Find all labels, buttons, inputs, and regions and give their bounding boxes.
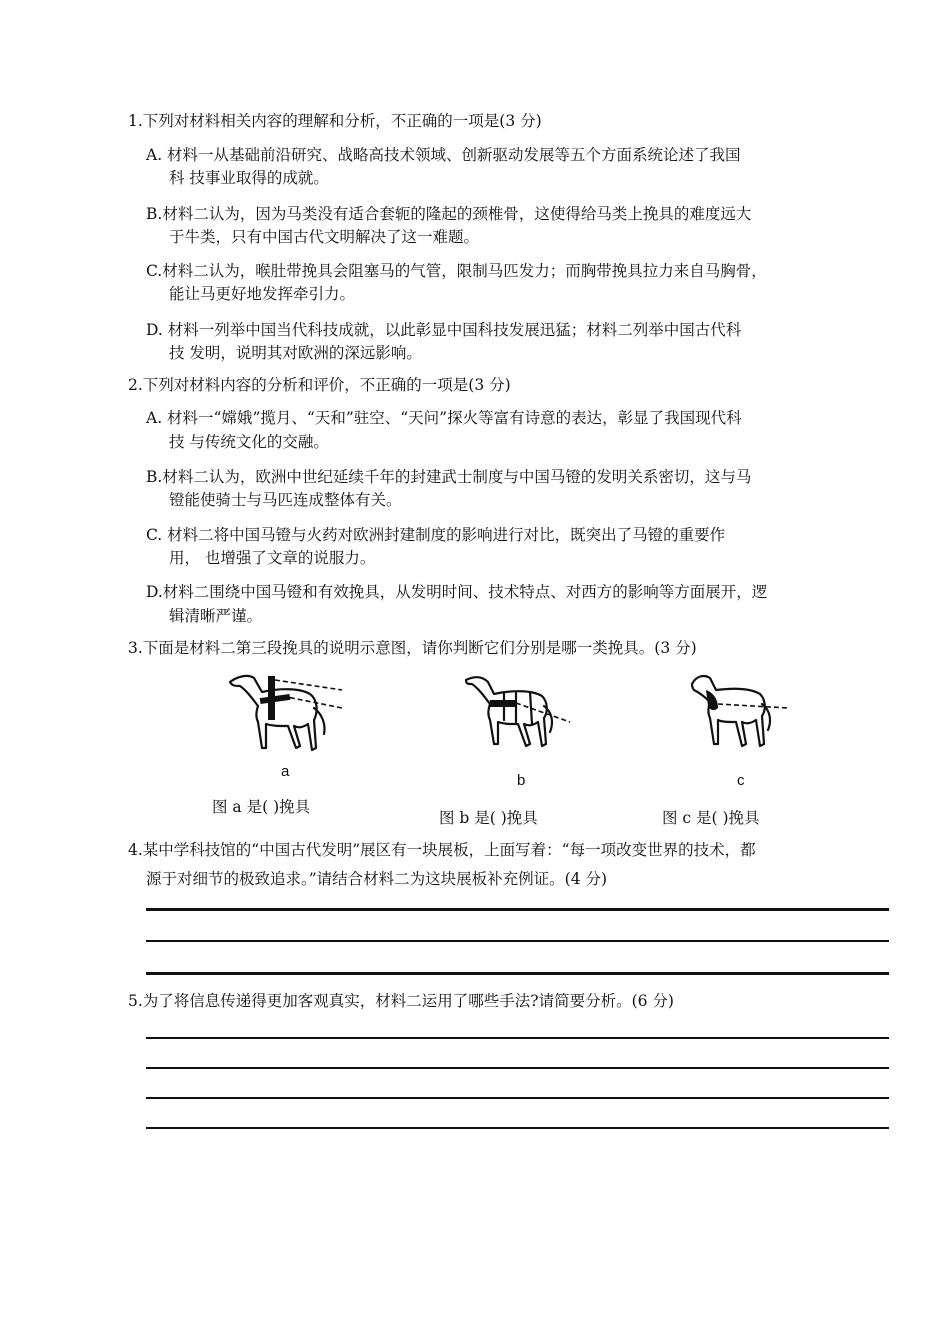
q2-option-d-line2: 辑清晰严谨。 (169, 607, 263, 625)
q4-answer-line-2[interactable] (146, 940, 889, 942)
q1-option-d-line1: D. 材料一列举中国当代科技成就，以此彰显中国科技发展迅猛；材料二列举中国古代科 (146, 321, 742, 339)
figure-b-caption: 图 b 是( )挽具 (439, 809, 538, 827)
q5-answer-line-3[interactable] (146, 1097, 889, 1099)
q1-option-a-line2: 科 技事业取得的成就。 (169, 169, 329, 187)
figure-b-horse (460, 672, 575, 750)
figure-a-horse (222, 668, 347, 758)
figure-a-caption: 图 a 是( )挽具 (212, 798, 311, 816)
q4-answer-line-3[interactable] (146, 972, 889, 975)
q1-option-c-line2: 能让马更好地发挥牵引力。 (169, 285, 356, 303)
q4-stem-line1: 4.某中学科技馆的“中国古代发明”展区有一块展板，上面写着：“每一项改变世界的技术，都 (128, 841, 756, 859)
q1-option-c-line1: C.材料二认为，喉肚带挽具会阻塞马的气管，限制马匹发力；而胸带挽具拉力来自马胸骨， (146, 262, 767, 280)
q2-option-a-line2: 技 与传统文化的交融。 (169, 433, 329, 451)
q3-stem: 3.下面是材料二第三段挽具的说明示意图，请你判断它们分别是哪一类挽具。(3 分) (128, 639, 697, 657)
figure-c-caption: 图 c 是( )挽具 (662, 809, 760, 827)
figure-b-letter: b (517, 772, 526, 789)
q1-option-b-line2: 于牛类，只有中国古代文明解决了这一难题。 (169, 228, 480, 246)
q5-answer-line-4[interactable] (146, 1127, 889, 1129)
figure-c-letter: c (737, 772, 745, 789)
q2-option-b-line1: B.材料二认为，欧洲中世纪延续千年的封建武士制度与中国马镫的发明关系密切，这与马 (146, 468, 752, 486)
q2-option-c-line2: 用， 也增强了文章的说服力。 (169, 549, 376, 567)
q5-answer-line-1[interactable] (146, 1037, 889, 1039)
q1-option-a-line1: A. 材料一从基础前沿研究、战略高技术领域、创新驱动发展等五个方面系统论述了我国 (146, 146, 741, 164)
q4-stem-line2: 源于对细节的极致追求。”请结合材料二为这块展板补充例证。(4 分) (146, 870, 608, 888)
q5-stem: 5.为了将信息传递得更加客观真实，材料二运用了哪些手法?请简要分析。(6 分) (128, 992, 674, 1010)
q2-option-c-line1: C. 材料二将中国马镫与火药对欧洲封建制度的影响进行对比，既突出了马镫的重要作 (146, 526, 726, 544)
q2-option-b-line2: 镫能使骑士与马匹连成整体有关。 (169, 491, 402, 509)
q2-stem: 2.下列对材料内容的分析和评价，不正确的一项是(3 分) (128, 376, 511, 394)
q5-answer-line-2[interactable] (146, 1067, 889, 1069)
q2-option-a-line1: A. 材料一“嫦娥”揽月、“天和”驻空、“天问”探火等富有诗意的表达，彰显了我国现代科 (146, 409, 742, 427)
q1-stem: 1.下列对材料相关内容的理解和分析，不正确的一项是(3 分) (128, 112, 542, 130)
q2-option-d-line1: D.材料二围绕中国马镫和有效挽具，从发明时间、技术特点、对西方的影响等方面展开，逻 (146, 583, 768, 601)
figure-a-letter: a (281, 763, 290, 780)
q1-option-b-line1: B.材料二认为，因为马类没有适合套轭的隆起的颈椎骨，这使得给马类上挽具的难度远大 (146, 205, 752, 223)
figure-c-horse (684, 672, 794, 750)
q1-option-d-line2: 技 发明，说明其对欧洲的深远影响。 (169, 344, 422, 362)
q4-answer-line-1[interactable] (146, 908, 889, 911)
